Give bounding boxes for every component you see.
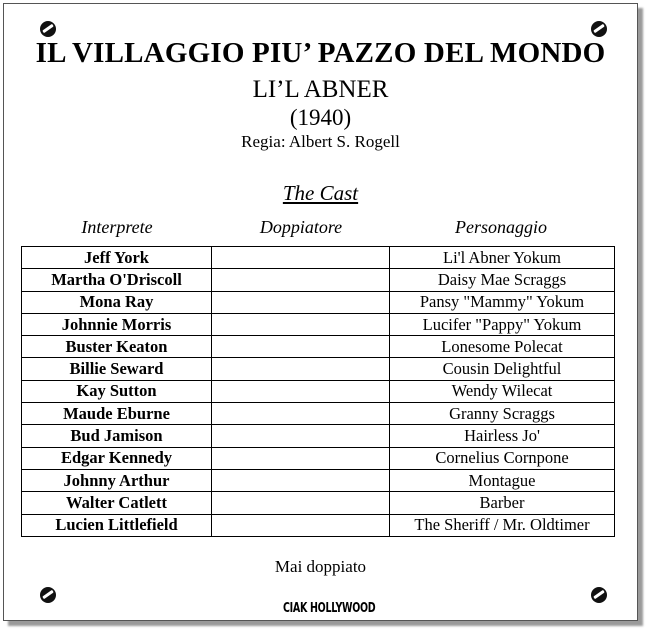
director-credit: Regia: Albert S. Rogell [241, 132, 400, 151]
table-row [22, 425, 615, 447]
table-row [22, 313, 615, 335]
character-cell: Hairless Jo' [390, 425, 615, 447]
character-cell: Pansy "Mammy" Yokum [390, 291, 615, 313]
actor-cell: Mona Ray [22, 291, 212, 313]
actor-cell: Johnnie Morris [22, 313, 212, 335]
character-cell: Li'l Abner Yokum [390, 247, 615, 269]
table-row [22, 269, 615, 291]
actor-cell: Billie Seward [22, 358, 212, 380]
table-row [22, 247, 615, 269]
actor-cell: Martha O'Driscoll [22, 269, 212, 291]
dubber-cell [212, 291, 390, 313]
dubber-cell [212, 247, 390, 269]
actor-cell: Edgar Kennedy [22, 447, 212, 469]
character-cell: Granny Scraggs [390, 403, 615, 425]
character-cell: Cornelius Cornpone [390, 447, 615, 469]
dubber-cell [212, 425, 390, 447]
dubber-cell [212, 358, 390, 380]
dubber-cell [212, 403, 390, 425]
film-title: IL VILLAGGIO PIU’ PAZZO DEL MONDO [35, 37, 606, 69]
character-cell: Barber [390, 492, 615, 514]
table-row [22, 336, 615, 358]
table-row [22, 380, 615, 402]
character-cell: Lucifer "Pappy" Yokum [390, 313, 615, 335]
dubbing-note: Mai doppiato [274, 557, 367, 576]
actor-cell: Maude Eburne [22, 403, 212, 425]
dubber-cell [212, 336, 390, 358]
character-cell: The Sheriff / Mr. Oldtimer [390, 514, 615, 536]
actor-cell: Lucien Littlefield [22, 514, 212, 536]
release-year: (1940) [289, 105, 352, 130]
screw-hole-icon [40, 587, 56, 603]
character-cell: Montague [390, 469, 615, 491]
dubber-cell [212, 447, 390, 469]
table-row [22, 358, 615, 380]
actor-cell: Walter Catlett [22, 492, 212, 514]
table-row [22, 514, 615, 536]
actor-cell: Bud Jamison [22, 425, 212, 447]
table-row [22, 492, 615, 514]
table-row [22, 403, 615, 425]
original-title: LI’L ABNER [252, 76, 389, 103]
screw-hole-icon [591, 21, 607, 37]
cast-table [21, 246, 615, 537]
dubber-cell [212, 380, 390, 402]
ciak-hollywood-logo: CIAK HOLLYWOOD [283, 601, 376, 617]
actor-cell: Johnny Arthur [22, 469, 212, 491]
screw-hole-icon [591, 587, 607, 603]
dubber-cell [212, 269, 390, 291]
character-cell: Daisy Mae Scraggs [390, 269, 615, 291]
dubber-cell [212, 492, 390, 514]
cast-heading: The Cast [282, 181, 359, 205]
character-cell: Wendy Wilecat [390, 380, 615, 402]
table-row [22, 469, 615, 491]
screw-hole-icon [40, 21, 56, 37]
column-header-actor: Interprete [81, 217, 153, 237]
table-row [22, 291, 615, 313]
dubber-cell [212, 469, 390, 491]
cast-card [3, 3, 638, 621]
actor-cell: Buster Keaton [22, 336, 212, 358]
character-cell: Cousin Delightful [390, 358, 615, 380]
dubber-cell [212, 313, 390, 335]
column-header-character: Personaggio [455, 217, 547, 237]
character-cell: Lonesome Polecat [390, 336, 615, 358]
dubber-cell [212, 514, 390, 536]
table-row [22, 447, 615, 469]
actor-cell: Kay Sutton [22, 380, 212, 402]
column-header-dubber: Doppiatore [259, 217, 343, 237]
actor-cell: Jeff York [22, 247, 212, 269]
